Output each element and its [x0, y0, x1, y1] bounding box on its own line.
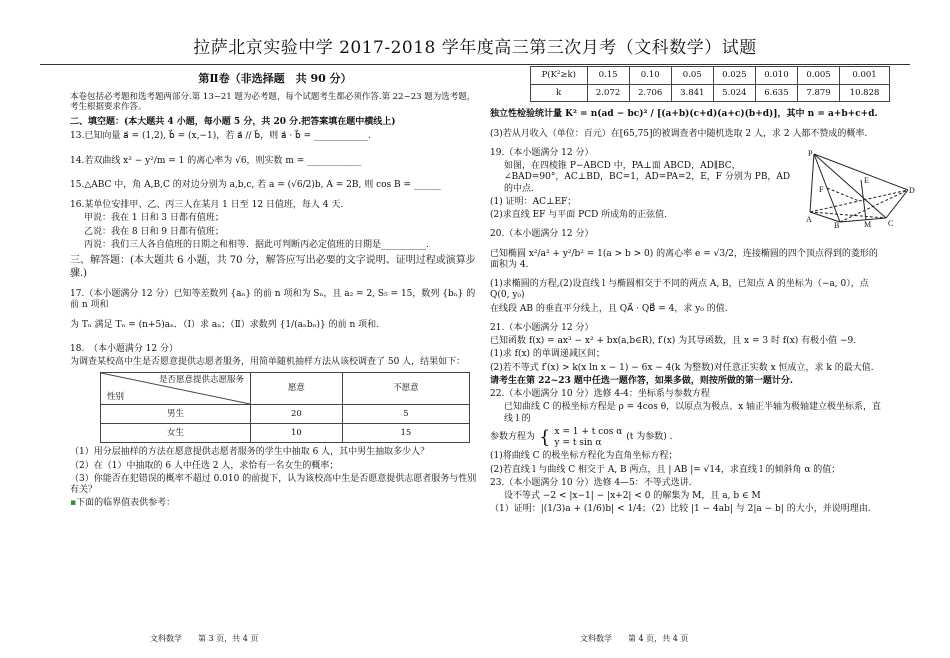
label-A: A — [806, 215, 812, 224]
k-squared-formula: 独立性检验统计量 K² = n(ad − bc)² / [(a+b)(c+d)(a+c)(b+d)]，其中 n = a+b+c+d. — [490, 109, 878, 120]
question-18-head: 18. （本小题满分 12 分） — [70, 343, 178, 354]
question-22-text: 已知曲线 C 的极坐标方程是 ρ = 4cos θ，以原点为极点、x 轴正半轴为极轴建立极坐标系，直线 l 的 — [504, 402, 882, 424]
table-cell: 3.841 — [671, 84, 713, 102]
question-21-text: 已知函数 f(x) = ax³ − x² + bx(a,b∈R), f′(x) 为其导函数，且 x = 3 时 f(x) 有极小值 −9. — [490, 336, 857, 346]
pyramid-figure — [806, 150, 916, 228]
param-eq-x: x = 1 + t cos α — [554, 426, 623, 437]
param-eq-y: y = t sin α — [554, 438, 602, 448]
question-21-head: 21.（本小题满分 12 分） — [490, 322, 594, 333]
question-18-part3: (3)若从月收入（单位：百元）在[65,75]的被调查者中随机选取 2 人，求 2 人都不赞成的概率. — [490, 128, 868, 139]
marker-icon: ▪ — [70, 498, 77, 509]
question-13: 13.已知向量 a⃗ = (1,2), b⃗ = (x,−1)，若 a⃗ // b⃗，则 a⃗ · b⃗ = ____________. — [70, 131, 371, 142]
label-C: C — [888, 219, 894, 228]
edge-PD — [814, 154, 908, 190]
table-row — [101, 424, 470, 443]
question-16-jia: 甲说：我在 1 日和 3 日都有值班； — [84, 213, 224, 224]
table-row — [531, 84, 890, 102]
question-18-ref: ▪下面的临界值表供参考： — [70, 498, 176, 509]
cell-no: 5 — [342, 405, 469, 424]
table-row — [101, 405, 470, 424]
question-21-2: (2)若不等式 f′(x) > k(x ln x − 1) − 6x − 4(k 为整数)对任意正实数 x 恒成立，求 k 的最大值. — [490, 362, 874, 373]
question-19-1: (1) 证明：AC⊥EF； — [490, 196, 577, 207]
row-label: 女生 — [101, 424, 251, 443]
footer-right: 文科数学 第 4 页，共 4 页 — [580, 634, 689, 643]
question-17-a: 17.（本小题满分 12 分）已知等差数列 {aₙ} 的前 n 项和为 Sₙ，且 a₂ = 2, S₅ = 15，数列 {bₙ} 的前 n 项和 — [70, 289, 476, 311]
cell-no: 15 — [342, 424, 469, 443]
question-18-1: （1）用分层抽样的方法在愿意提供志愿者服务的学生中抽取 6 人，其中男生抽取多少人？ — [70, 447, 430, 458]
param-label: 参数方程为 — [490, 432, 536, 443]
question-20-1: (1)求椭圆的方程,(2)设直线 l 与椭圆相交于不同的两点 A, B，已知点 A 的坐标为（−a, 0），点 Q(0, y₀) — [490, 279, 869, 301]
header-rule — [40, 64, 910, 65]
table-cell: 0.025 — [713, 67, 755, 85]
label-E: E — [864, 176, 869, 185]
label-D: D — [909, 186, 915, 195]
question-19-text: 如图，在四棱锥 P−ABCD 中，PA⊥面 ABCD，AD∥BC，∠BAD=90°，AC⊥BD，BC=1，AD=PA=2，E，F 分别为 PB，AD 的中点. — [504, 161, 791, 194]
survey-corner-cell — [101, 373, 251, 405]
footer-left: 文科数学 第 3 页，共 4 页 — [150, 634, 259, 643]
question-15: 15.△ABC 中，角 A,B,C 的对边分别为 a,b,c, 若 a = (√6/2)b, A = 2B, 则 cos B = ______ — [70, 179, 441, 190]
table-cell: 2.072 — [587, 84, 629, 102]
question-18-3: （3）你能否在犯错误的概率不超过 0.010 的前提下，认为该校高中生是否愿意提供志愿者服务与性别有关？ — [70, 473, 477, 495]
intro-text: 本卷包括必考题和选考题两部分.第 13~21 题为必考题，每个试题考生都必须作答.第 22~23 题为选考题，考生根据要求作答。 — [70, 91, 476, 113]
question-17-b: 为 Tₙ 满足 Tₙ = (n+5)aₙ．（Ⅰ）求 aₙ；（Ⅱ）求数列 {1/(aₙbₙ)} 的前 n 项和. — [70, 319, 380, 330]
label-M: M — [864, 220, 872, 228]
cell-yes: 20 — [251, 405, 343, 424]
question-20-text: 已知椭圆 x²/a² + y²/b² = 1(a > b > 0) 的离心率 e = √3/2，连接椭圆的四个顶点得到的菱形的面积为 4. — [490, 248, 878, 270]
question-16: 16.某单位安排甲、乙、丙三人在某月 1 日至 12 日值班，每人 4 天. — [70, 200, 344, 210]
question-18-text: 为调查某校高中生是否愿意提供志愿者服务，用简单随机抽样方法从该校调查了 50 人，结果如下： — [70, 357, 466, 367]
param-note: (t 为参数) . — [626, 432, 673, 443]
table-cell: 6.635 — [755, 84, 797, 102]
label-P: P — [808, 150, 813, 158]
cell-yes: 10 — [251, 424, 343, 443]
fill-blank-title: 二、填空题：(本大题共 4 小题，每小题 5 分，共 20 分.把答案填在题中横线上) — [70, 117, 396, 127]
row-label: 男生 — [101, 405, 251, 424]
question-21-1: (1)求 f(x) 的单调递减区间； — [490, 349, 605, 360]
edge-BD — [840, 190, 908, 222]
table-row — [531, 67, 890, 85]
question-20-head: 20.（本小题满分 12 分） — [490, 229, 594, 240]
question-14: 14.若双曲线 x² − y²/m = 1 的离心率为 √6，则实数 m = ____________ — [70, 155, 362, 166]
section-title: 第Ⅱ卷（非选择题 共 90 分） — [198, 72, 352, 85]
table-cell: 2.706 — [629, 84, 671, 102]
question-22-head: 22.（本小题满分 10 分）选修 4-4：坐标系与参数方程 — [490, 389, 710, 399]
edge-AC — [810, 212, 886, 218]
question-16-yi: 乙说：我在 8 日和 9 日都有值班； — [84, 226, 224, 237]
choose-instruction: 请考生在第 22~23 题中任选一题作答，如果多做，则按所做的第一题计分. — [490, 375, 793, 386]
question-16-bing: 丙说：我们三人各自值班的日期之和相等．据此可判断丙必定值班的日期是__________. — [84, 239, 429, 250]
table-cell: 5.024 — [713, 84, 755, 102]
table-cell: 0.010 — [755, 67, 797, 85]
question-20-2: 在线段 AB 的垂直平分线上，且 QA⃗ · QB⃗ = 4，求 y₀ 的值. — [490, 303, 728, 314]
table-cell: 0.10 — [629, 67, 671, 85]
question-23-1: （1）证明：|(1/3)a + (1/6)b| < 1/4；（2）比较 |1 − 4ab| 与 2|a − b| 的大小，并说明理由. — [490, 504, 871, 515]
label-F: F — [819, 185, 824, 194]
edge-PA — [810, 154, 814, 212]
label-B: B — [834, 221, 840, 228]
question-23-text: 设不等式 −2 < |x−1| − |x+2| < 0 的解集为 M，且 a, b ∈ M — [504, 491, 761, 501]
question-18-2: （2）在（1）中抽取的 6 人中任选 2 人，求恰有一名女生的概率； — [70, 460, 339, 471]
col-header-no: 不愿意 — [342, 373, 469, 405]
question-23-head: 23.（本小题满分 10 分）选修 4—5：不等式选讲. — [490, 477, 692, 488]
solve-title: 三、解答题：(本大题共 6 小题，共 70 分，解答应写出必要的文字说明、证明过程或演算步骤.) — [70, 255, 476, 279]
question-19-head: 19.（本小题满分 12 分） — [490, 147, 594, 158]
table-cell: 0.001 — [840, 67, 890, 85]
table-cell: 7.879 — [797, 84, 839, 102]
survey-table — [100, 372, 470, 443]
param-equations — [554, 427, 622, 450]
corner-top-label: 是否愿意提供志愿服务 — [158, 375, 244, 386]
question-22-param — [490, 427, 885, 450]
question-19-2: (2)求直线 EF 与平面 PCD 所成角的正弦值. — [490, 210, 668, 220]
col-header-yes: 愿意 — [251, 373, 343, 405]
table-cell: 0.05 — [671, 67, 713, 85]
table-cell: 10.828 — [840, 84, 890, 102]
corner-bottom-label: 性别 — [107, 391, 125, 402]
exam-title: 拉萨北京实验中学 2017-2018 学年度高三第三次月考（文科数学）试题 — [193, 38, 757, 58]
question-22-2: (2)若直线 l 与曲线 C 相交于 A, B 两点，且 | AB |= √14，求直线 l 的倾斜角 α 的值； — [490, 464, 841, 475]
row-label: P(K²≥k) — [531, 67, 588, 85]
row-label: k — [531, 84, 588, 102]
table-cell: 0.15 — [587, 67, 629, 85]
left-column — [70, 70, 480, 512]
question-22-1: (1)将曲线 C 的极坐标方程化为直角坐标方程； — [490, 451, 678, 462]
critical-value-table — [530, 66, 890, 102]
right-column — [490, 66, 885, 518]
brace-icon: { — [539, 427, 551, 448]
table-cell: 0.005 — [797, 67, 839, 85]
